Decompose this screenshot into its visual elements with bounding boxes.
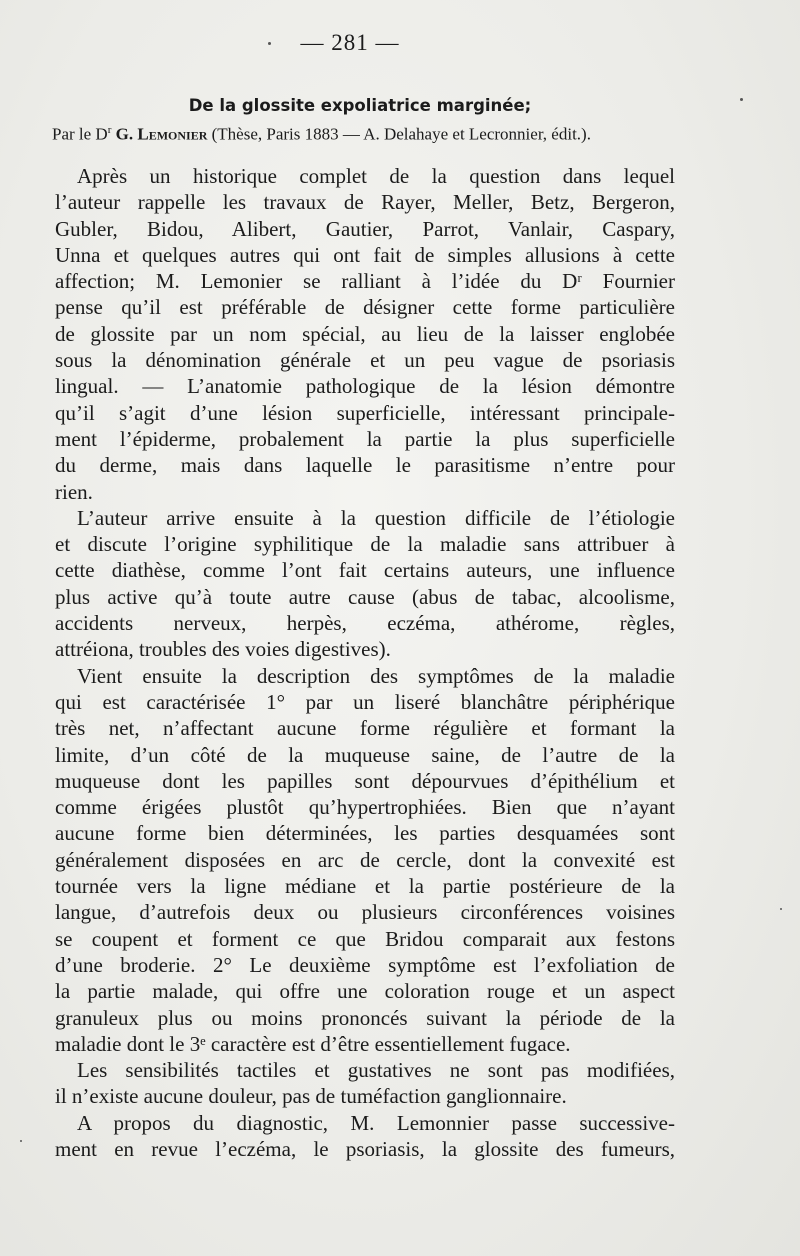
text-line: de glossite par un nom spécial, au lieu de la laisser englobée <box>55 321 675 346</box>
text-line: cette diathèse, comme l’ont fait certains auteurs, une influence <box>55 558 675 583</box>
print-speck <box>780 908 782 910</box>
text-line: limite, d’un côté de la muqueuse saine, de l’autre de la <box>55 742 675 767</box>
byline-prefix-sup: r <box>107 124 112 136</box>
text-line: affection; M. Lemonier se ralliant à l’idée du Dʳ Fournier <box>55 269 675 294</box>
text-line: généralement disposées en arc de cercle, dont la convexité est <box>55 847 675 872</box>
text-line: Après un historique complet de la question dans lequel <box>77 164 675 188</box>
text-line: se coupent et forment ce que Bridou comparait aux festons <box>55 926 675 951</box>
text-line: rien. <box>55 479 93 504</box>
print-speck <box>20 1140 22 1142</box>
text-line: langue, d’autrefois deux ou plusieurs circonférences voisines <box>55 900 675 925</box>
text-line: la partie malade, qui offre une coloration rouge et un aspect <box>55 979 675 1004</box>
text-line: et discute l’origine syphilitique de la maladie sans attribuer à <box>55 532 675 557</box>
text-line: très net, n’affectant aucune forme régulière et formant la <box>55 716 675 741</box>
text-line: tournée vers la ligne médiane et la partie postérieure de la <box>55 874 675 899</box>
text-line: du derme, mais dans laquelle le parasitisme n’entre pour <box>55 453 675 478</box>
text-line: d’une broderie. 2° Le deuxième symptôme est l’exfoliation de <box>55 952 675 977</box>
text-line: maladie dont le 3ᵉ caractère est d’être essentiellement fugace. <box>55 1031 571 1056</box>
text-line: A propos du diagnostic, M. Lemonnier passe successive- <box>77 1110 675 1135</box>
print-speck <box>268 42 271 45</box>
text-line: attréiona, troubles des voies digestives). <box>55 637 391 662</box>
text-line: comme érigées plustôt qu’hypertrophiées. Bien que n’ayant <box>55 795 675 820</box>
byline-publication: (Thèse, Paris 1883 — A. Delahaye et Lecronnier, édit.). <box>211 124 591 144</box>
text-line: ment l’épiderme, probalement la partie la plus superficielle <box>55 426 675 451</box>
text-line: ment en revue l’eczéma, le psoriasis, la glossite des fumeurs, <box>55 1136 675 1161</box>
text-line: plus active qu’à toute autre cause (abus de tabac, alcoolisme, <box>55 584 675 609</box>
byline-prefix: Par le D <box>52 124 108 144</box>
text-line: aucune forme bien déterminées, les parties desquamées sont <box>55 821 675 846</box>
text-line: accidents nerveux, herpès, eczéma, athérome, règles, <box>55 611 675 636</box>
text-line: L’auteur arrive ensuite à la question difficile de l’étiologie <box>77 505 675 530</box>
text-line: sous la dénomination générale et un peu vague de psoriasis <box>55 348 675 373</box>
text-line: Gubler, Bidou, Alibert, Gautier, Parrot, Vanlair, Caspary, <box>55 216 675 241</box>
text-line: il n’existe aucune douleur, pas de tuméfaction ganglionnaire. <box>55 1084 567 1109</box>
text-line: l’auteur rappelle les travaux de Rayer, Meller, Betz, Bergeron, <box>55 190 675 215</box>
text-line: granuleux plus ou moins prononcés suivant la période de la <box>55 1005 675 1030</box>
text-line: qu’il s’agit d’une lésion superficielle, intéressant principale- <box>55 400 675 425</box>
text-line: Les sensibilités tactiles et gustatives ne sont pas modifiées, <box>77 1058 675 1083</box>
article-byline <box>52 124 692 145</box>
text-line: muqueuse dont les papilles sont dépourvues d’épithélium et <box>55 768 675 793</box>
text-line: lingual. — L’anatomie pathologique de la lésion démontre <box>55 374 675 399</box>
page-number: — 281 — <box>300 30 400 55</box>
text-line: Vient ensuite la description des symptômes de la maladie <box>77 663 675 688</box>
byline-author: G. Lemonier <box>115 124 208 144</box>
text-line: pense qu’il est préférable de désigner cette forme particulière <box>55 295 675 320</box>
text-line: qui est caractérisée 1° par un liseré blanchâtre périphérique <box>55 689 675 714</box>
article-body <box>55 163 675 1162</box>
print-speck <box>740 98 743 101</box>
article-title: De la glossite expoliatrice marginée; <box>188 96 532 115</box>
text-line: Unna et quelques autres qui ont fait de simples allusions à cette <box>55 242 675 267</box>
